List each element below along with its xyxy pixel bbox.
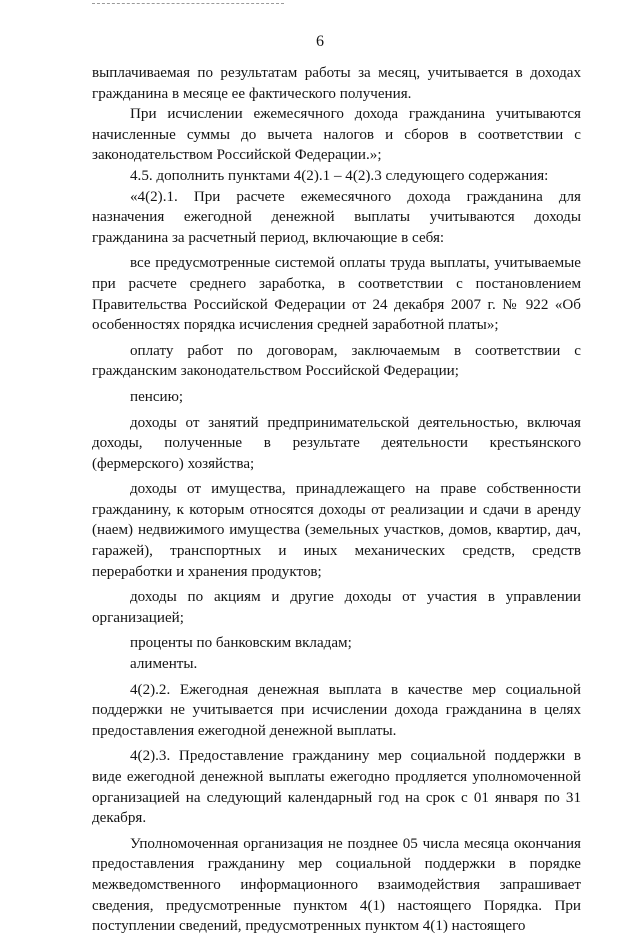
document-body <box>92 63 581 937</box>
list-item-shares-income: доходы по акциям и другие доходы от участия в управлении организацией; <box>92 589 581 626</box>
paragraph-point-4-2-3: 4(2).3. Предоставление гражданину мер социальной поддержки в виде ежегодной денежной выплаты ежегодно продляется уполномоченной организацией на следующий календарный год на срок с 01 января по 31 декабря. <box>92 748 581 827</box>
scan-edge-mark <box>92 3 284 4</box>
paragraph-income-calculation: При исчислении ежемесячного дохода гражданина учитываются начисленные суммы до вычета налогов и сборов в соответствии с законодательством Российской Федерации.»; <box>92 106 581 164</box>
list-item-property-income: доходы от имущества, принадлежащего на праве собственности гражданину, к которым относятся доходы от реализации и сдачи в аренду (наем) недвижимого имущества (земельных участков, домов, квартир, дач, гаражей), транспортных и иных механических средств, средств переработки и хранения продуктов; <box>92 481 581 580</box>
list-item-pension: пенсию; <box>130 388 184 405</box>
paragraph-point-4-2-2: 4(2).2. Ежегодная денежная выплата в качестве мер социальной поддержки не учитывается при исчислении дохода гражданина в целях предоставления ежегодной денежной выплаты. <box>92 681 581 739</box>
list-item-salary-payments: все предусмотренные системой оплаты труда выплаты, учитываемые при расчете среднего заработка, в соответствии с постановлением Правительства Российской Федерации от 24 декабря 2007 г. № 922 «Об особенностях порядка исчисления средней заработной платы»; <box>92 255 581 334</box>
page-number: 6 <box>316 33 324 50</box>
paragraph-point-4-2-1: «4(2).1. При расчете ежемесячного дохода гражданина для назначения ежегодной денежной выплаты учитываются доходы гражданина за расчетный период, включающие в себя: <box>92 188 581 246</box>
list-item-contract-payments: оплату работ по договорам, заключаемым в соответствии с гражданским законодательством Российской Федерации; <box>92 342 581 380</box>
paragraph-continuation: выплачиваемая по результатам работы за месяц, учитывается в доходах гражданина в месяце ее фактического получения. <box>92 65 581 102</box>
list-item-bank-interest: проценты по банковским вкладам; <box>130 635 352 652</box>
paragraph-authorized-organization: Уполномоченная организация не позднее 05 числа месяца окончания предоставления гражданину мер социальной поддержки в порядке межведомственного информационного взаимодействия запрашивает сведения, предусмотренные пунктом 4(1) настоящего Порядка. При поступлении сведений, предусмотренных пунктом 4(1) настоящего <box>92 835 581 935</box>
list-item-business-income: доходы от занятий предпринимательской деятельностью, включая доходы, полученные в результате деятельности крестьянского (фермерского) хозяйства; <box>92 414 581 472</box>
paragraph-amendment-4-5: 4.5. дополнить пунктами 4(2).1 – 4(2).3 следующего содержания: <box>130 167 549 184</box>
list-item-alimony: алименты. <box>130 656 198 673</box>
